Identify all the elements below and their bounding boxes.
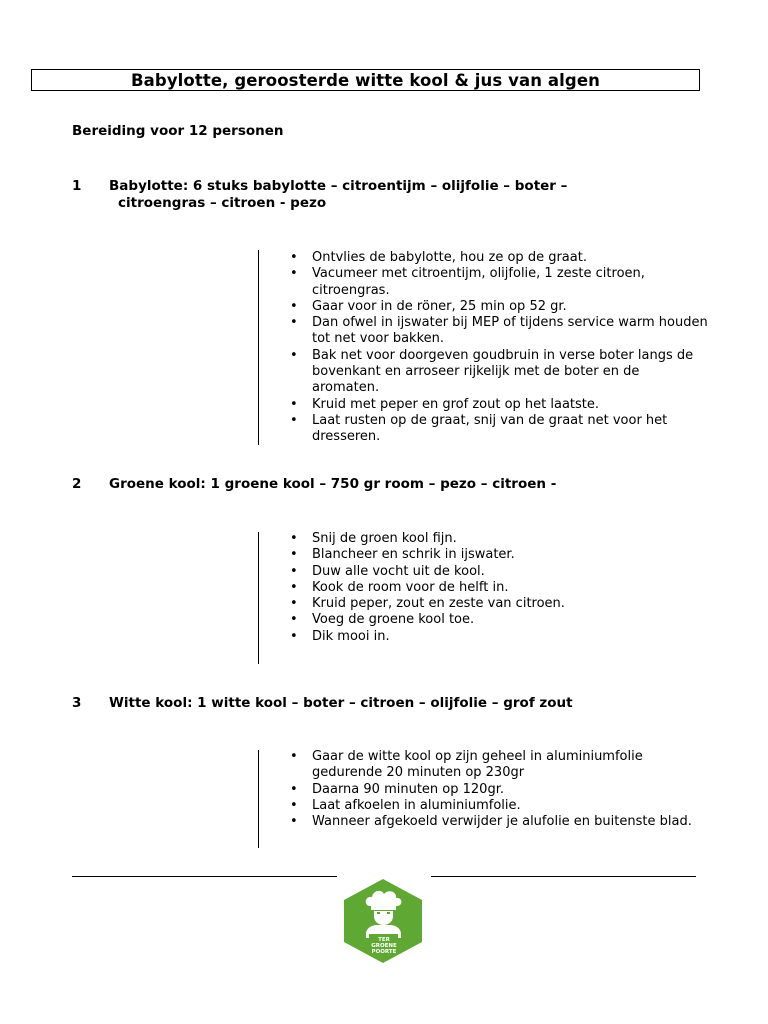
step-text: Blancheer en schrik in ijswater.	[312, 547, 515, 563]
logo-text-line2: GROENE	[371, 943, 397, 949]
bullet: •	[290, 579, 298, 595]
recipe-title	[31, 69, 700, 91]
list-item	[290, 814, 710, 830]
list-item	[290, 629, 710, 645]
bullet: •	[290, 298, 298, 314]
section-3-steps	[290, 749, 710, 830]
bullet: •	[290, 396, 298, 412]
list-item	[290, 749, 710, 782]
step-text: Snij de groen kool fijn.	[312, 531, 457, 546]
step-text: Kruid met peper en grof zout op het laatste.	[312, 396, 600, 412]
logo-text-line1: TER	[378, 937, 390, 943]
ter-groene-poorte-logo-icon	[342, 878, 424, 964]
preparation-note: Bereiding voor 12 personen	[72, 123, 284, 139]
list-item	[290, 531, 710, 547]
section-heading-line2: citroengras – citroen - pezo	[118, 195, 327, 211]
step-text: Wanneer afgekoeld verwijder je alufolie en buitenste blad.	[312, 814, 692, 830]
bullet: •	[290, 797, 298, 813]
list-item	[290, 564, 710, 580]
step-text: Vacumeer met citroentijm, olijfolie, 1 zeste citroen, citroengras.	[312, 266, 645, 298]
step-text: Kook de room voor de helft in.	[312, 579, 509, 595]
bullet: •	[290, 749, 298, 764]
step-text: Laat rusten op de graat, snij van de graat net voor het dresseren.	[312, 412, 668, 445]
step-text: Gaar voor in de röner, 25 min op 52 gr.	[312, 298, 567, 314]
section-3-heading	[72, 695, 672, 712]
section-3-divider	[258, 750, 259, 848]
list-item	[290, 596, 710, 612]
bullet: •	[290, 347, 298, 363]
list-item	[290, 266, 710, 299]
bullet: •	[290, 563, 298, 579]
bullet: •	[290, 596, 298, 612]
section-heading-line1: Babylotte: 6 stuks babylotte – citroentijm – olijfolie – boter –	[109, 178, 568, 194]
footer-rule-right	[431, 876, 696, 877]
step-text: Ontvlies de babylotte, hou ze op de graat.	[312, 250, 587, 265]
bullet: •	[290, 628, 298, 644]
bullet: •	[290, 531, 298, 546]
step-text: Bak net voor doorgeven goudbruin in verse boter langs de bovenkant en arroseer rijkelijk met de boter en de aromaten.	[312, 347, 694, 396]
step-text: Duw alle vocht uit de kool.	[312, 563, 485, 579]
list-item	[290, 397, 710, 413]
step-text: Daarna 90 minuten op 120gr.	[312, 781, 504, 797]
bullet: •	[290, 547, 298, 563]
logo-text-line3: POORTE	[371, 949, 397, 955]
footer-rule-left	[72, 876, 337, 877]
section-number: 3	[72, 695, 82, 711]
section-number: 1	[72, 178, 82, 194]
bullet: •	[290, 250, 298, 265]
list-item	[290, 547, 710, 563]
bullet: •	[290, 412, 298, 428]
list-item	[290, 580, 710, 596]
list-item	[290, 413, 710, 446]
bullet: •	[290, 781, 298, 797]
step-text: Gaar de witte kool op zijn geheel in aluminiumfolie gedurende 20 minuten op 230gr	[312, 749, 643, 781]
bullet: •	[290, 315, 298, 331]
section-2-steps	[290, 531, 710, 645]
section-2-heading	[72, 476, 672, 493]
list-item	[290, 348, 710, 397]
bullet: •	[290, 266, 298, 282]
bullet: •	[290, 612, 298, 628]
section-1-divider	[258, 250, 259, 445]
step-text: Laat afkoelen in aluminiumfolie.	[312, 797, 521, 813]
recipe-title-text: Babylotte, geroosterde witte kool & jus van algen	[131, 70, 600, 90]
list-item	[290, 299, 710, 315]
list-item	[290, 250, 710, 266]
list-item	[290, 798, 710, 814]
section-heading-line1: Groene kool: 1 groene kool – 750 gr room – pezo – citroen -	[109, 476, 557, 492]
list-item	[290, 612, 710, 628]
bullet: •	[290, 814, 298, 830]
section-1-steps	[290, 250, 710, 446]
section-heading-line1: Witte kool: 1 witte kool – boter – citroen – olijfolie – grof zout	[109, 695, 573, 711]
section-1-heading	[72, 178, 672, 212]
step-text: Voeg de groene kool toe.	[312, 612, 475, 628]
step-text: Kruid peper, zout en zeste van citroen.	[312, 596, 565, 612]
step-text: Dan ofwel in ijswater bij MEP of tijdens service warm houden tot net voor bakken.	[312, 315, 708, 347]
section-number: 2	[72, 476, 82, 492]
list-item	[290, 315, 710, 348]
list-item	[290, 782, 710, 798]
section-2-divider	[258, 532, 259, 664]
step-text: Dik mooi in.	[312, 628, 390, 644]
